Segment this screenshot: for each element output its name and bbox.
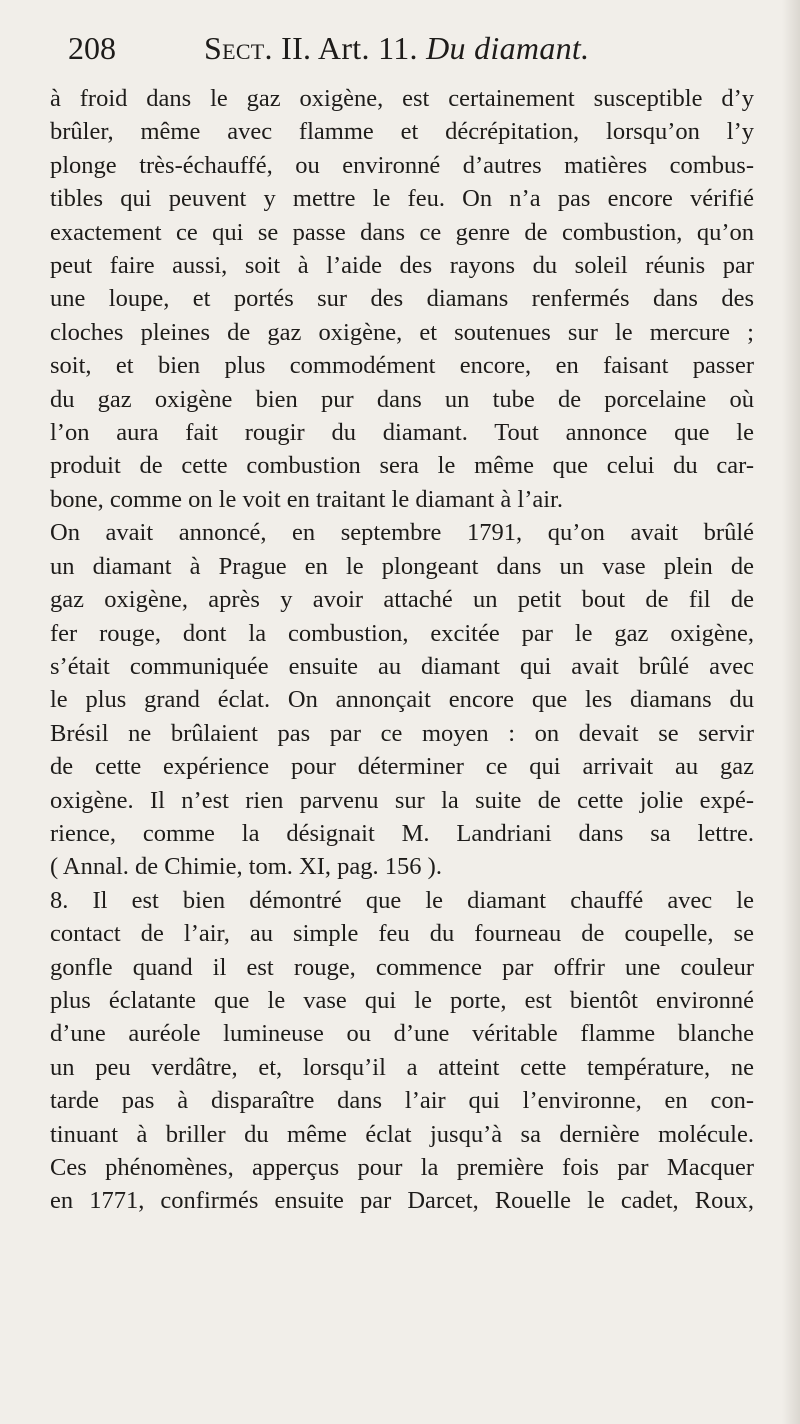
text-line: du gaz oxigène bien pur dans un tube de porcelaine où	[50, 385, 754, 413]
paragraph-combustion-in-oxygen	[50, 82, 754, 884]
text-line: de cette expérience pour déterminer ce qui arrivait au gaz	[50, 753, 754, 781]
text-line: oxigène. Il n’est rien parvenu sur la suite de cette jolie expé-	[50, 786, 754, 814]
text-line: tarde pas à disparaître dans l’air qui l’environne, en con-	[50, 1087, 754, 1115]
text-line: gaz oxigène, après y avoir attaché un petit bout de fil de	[50, 586, 754, 614]
text-line: s’était communiquée ensuite au diamant qui avait brûlé avec	[50, 652, 754, 680]
running-head-title	[204, 28, 589, 68]
text-line: Ces phénomènes, apperçus pour la première fois par Macquer	[50, 1154, 754, 1181]
text-line: contact de l’air, au simple feu du fourneau de coupelle, se	[50, 920, 754, 948]
text-line: gonfle quand il est rouge, commence par offrir une couleur	[50, 953, 754, 981]
text-line: le plus grand éclat. On annonçait encore que les diamans du	[50, 686, 754, 714]
text-line: fer rouge, dont la combustion, excitée par le gaz oxigène,	[50, 619, 754, 647]
text-line: bone, comme on le voit en traitant le diamant à l’air.	[50, 485, 563, 513]
text-line: un peu verdâtre, et, lorsqu’il a atteint cette température, ne	[50, 1053, 754, 1081]
text-line: Brésil ne brûlaient pas par ce moyen : on devait se servir	[50, 719, 754, 747]
topic-label: Du diamant.	[426, 30, 590, 66]
text-line: exactement ce qui se passe dans ce genre de combustion, qu’on	[50, 218, 754, 246]
text-line: tibles qui peuvent y mettre le feu. On n’a pas encore vérifié	[50, 185, 754, 213]
text-line: plus éclatante que le vase qui le porte, est bientôt environné	[50, 986, 754, 1014]
text-line: un diamant à Prague en le plongeant dans un vase plein de	[50, 552, 754, 580]
article-label: Art. 11.	[317, 30, 418, 66]
text-line: produit de cette combustion sera le même que celui du car-	[50, 452, 754, 480]
text-line: soit, et bien plus commodément encore, en faisant passer	[50, 352, 754, 380]
page-number: 208	[68, 30, 116, 66]
text-line: l’on aura fait rougir du diamant. Tout annonce que le	[50, 419, 754, 447]
text-line: en 1771, confirmés ensuite par Darcet, Rouelle le cadet, Roux,	[50, 1187, 754, 1215]
body-text	[50, 82, 754, 1218]
text-line: 8. Il est bien démontré que le diamant chauffé avec le	[50, 886, 754, 914]
paragraph-8-heated-diamond	[50, 884, 754, 1218]
text-line: à froid dans le gaz oxigène, est certainement susceptible d’y	[50, 85, 754, 112]
text-line: d’une auréole lumineuse ou d’une véritable flamme blanche	[50, 1020, 754, 1048]
text-line: plonge très-échauffé, ou environné d’autres matières combus-	[50, 151, 754, 179]
citation-line: ( Annal. de Chimie, tom. XI, pag. 156 ).	[50, 853, 442, 881]
section-label: Sect. II.	[204, 30, 312, 66]
text-line: tinuant à briller du même éclat jusqu’à sa dernière molécule.	[50, 1120, 754, 1148]
text-line: peut faire aussi, soit à l’aide des rayons du soleil réunis par	[50, 252, 754, 280]
text-line: cloches pleines de gaz oxigène, et soutenues sur le mercure ;	[50, 318, 754, 346]
running-header	[68, 28, 758, 68]
text-line: On avait annoncé, en septembre 1791, qu’on avait brûlé	[50, 519, 754, 547]
page-edge-shadow	[782, 0, 800, 1424]
text-line: brûler, même avec flamme et décrépitation, lorsqu’on l’y	[50, 118, 754, 146]
text-line: une loupe, et portés sur des diamans renfermés dans des	[50, 285, 754, 313]
text-line: rience, comme la désignait M. Landriani dans sa lettre.	[50, 819, 754, 847]
